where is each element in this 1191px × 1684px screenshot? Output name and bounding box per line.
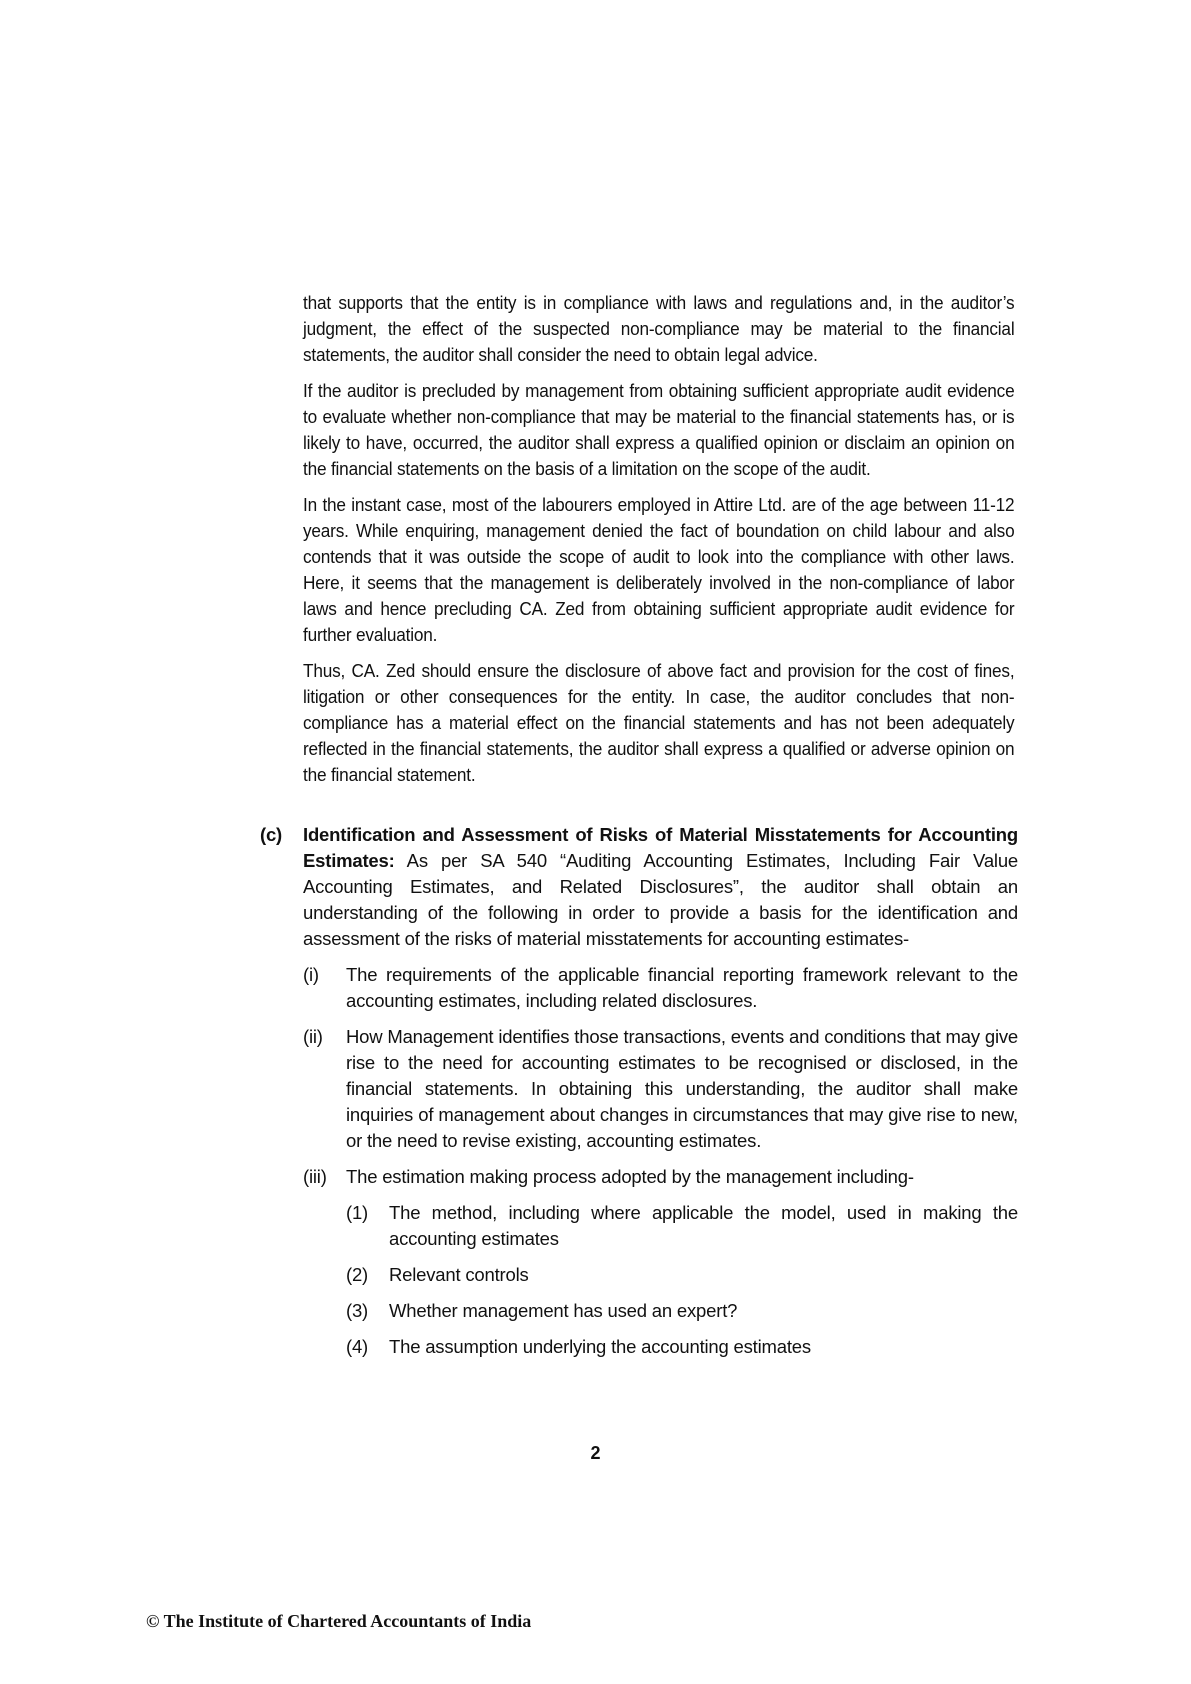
sub-list-item-text: Whether management has used an expert? bbox=[389, 1300, 738, 1321]
page-number: 2 bbox=[590, 1443, 601, 1463]
section-c-text bbox=[303, 822, 1018, 952]
sub-list-item bbox=[346, 1334, 1018, 1360]
sub-list-item-label: (1) bbox=[346, 1202, 369, 1223]
sub-list-item-text: Relevant controls bbox=[389, 1264, 529, 1285]
sub-list-item-text: The method, including where applicable the model, used in making the accounting estimates bbox=[389, 1202, 1018, 1249]
list-item-text: The requirements of the applicable financial reporting framework relevant to the accounting estimates, including related disclosures. bbox=[346, 964, 1018, 1011]
list-item bbox=[303, 962, 1018, 1014]
continuation-paragraphs bbox=[303, 290, 1014, 798]
section-c-heading-row bbox=[260, 822, 1018, 952]
sub-list-item-label: (3) bbox=[346, 1300, 369, 1321]
list-item-text: How Management identifies those transactions, events and conditions that may give rise to the need for accounting estimates to be recognised or disclosed, in the financial statements. In obtaining this understanding, the auditor shall make inquiries of management about changes in circumstances that may give rise to new, or the need to revise existing, accounting estimates. bbox=[346, 1026, 1018, 1151]
list-item-label: (iii) bbox=[303, 1166, 327, 1187]
sub-list-item-text: The assumption underlying the accounting estimates bbox=[389, 1336, 811, 1357]
section-c-items bbox=[260, 962, 1018, 1360]
list-item bbox=[303, 1164, 1018, 1190]
list-item-label: (ii) bbox=[303, 1026, 323, 1047]
sub-list-item bbox=[346, 1262, 1018, 1288]
paragraph-1: that supports that the entity is in compliance with laws and regulations and, in the auditor’s judgment, the effect of the suspected non-compliance may be material to the financial statements, the auditor shall consider the need to obtain legal advice. bbox=[303, 292, 1015, 365]
paragraph-2: If the auditor is precluded by management from obtaining sufficient appropriate audit evidence to evaluate whether non-compliance that may be material to the financial statements has, or is likely to have, occurred, the auditor shall express a qualified opinion or disclaim an opinion on the financial statements on the basis of a limitation on the scope of the audit. bbox=[303, 380, 1015, 479]
section-c-subitems bbox=[303, 1200, 1018, 1360]
sub-list-item-label: (2) bbox=[346, 1264, 369, 1285]
paragraph-3: In the instant case, most of the labourers employed in Attire Ltd. are of the age between 11-12 years. While enquiring, management denied the fact of boundation on child labour and also contends that it was outside the scope of audit to look into the compliance with other laws. Here, it seems that the management is deliberately involved in the non-compliance of labor laws and hence precluding CA. Zed from obtaining sufficient appropriate audit evidence for further evaluation. bbox=[303, 494, 1015, 645]
section-c bbox=[260, 822, 1018, 1360]
list-item bbox=[303, 1024, 1018, 1154]
section-c-intro: As per SA 540 “Auditing Accounting Estimates, Including Fair Value Accounting Estimates, and Related Disclosures”, the auditor shall obtain an understanding of the following in order to provide a basis for the identification and assessment of the risks of material misstatements for accounting estimates- bbox=[303, 850, 1018, 949]
list-item-text: The estimation making process adopted by the management including- bbox=[346, 1166, 914, 1187]
sub-list-item bbox=[346, 1298, 1018, 1324]
list-item-label: (i) bbox=[303, 964, 319, 985]
copyright-footer: © The Institute of Chartered Accountants of India bbox=[146, 1611, 532, 1631]
section-c-label: (c) bbox=[260, 824, 283, 845]
paragraph-4: Thus, CA. Zed should ensure the disclosure of above fact and provision for the cost of fines, litigation or other consequences for the entity. In case, the auditor concludes that non-compliance has a material effect on the financial statements and has not been adequately reflected in the financial statements, the auditor shall express a qualified or adverse opinion on the financial statement. bbox=[303, 660, 1015, 785]
sub-list-item-label: (4) bbox=[346, 1336, 369, 1357]
sub-list-item bbox=[346, 1200, 1018, 1252]
section-c-heading: Identification and Assessment of Risks of Material Misstatements for Accounting Estimates: bbox=[303, 824, 1018, 871]
